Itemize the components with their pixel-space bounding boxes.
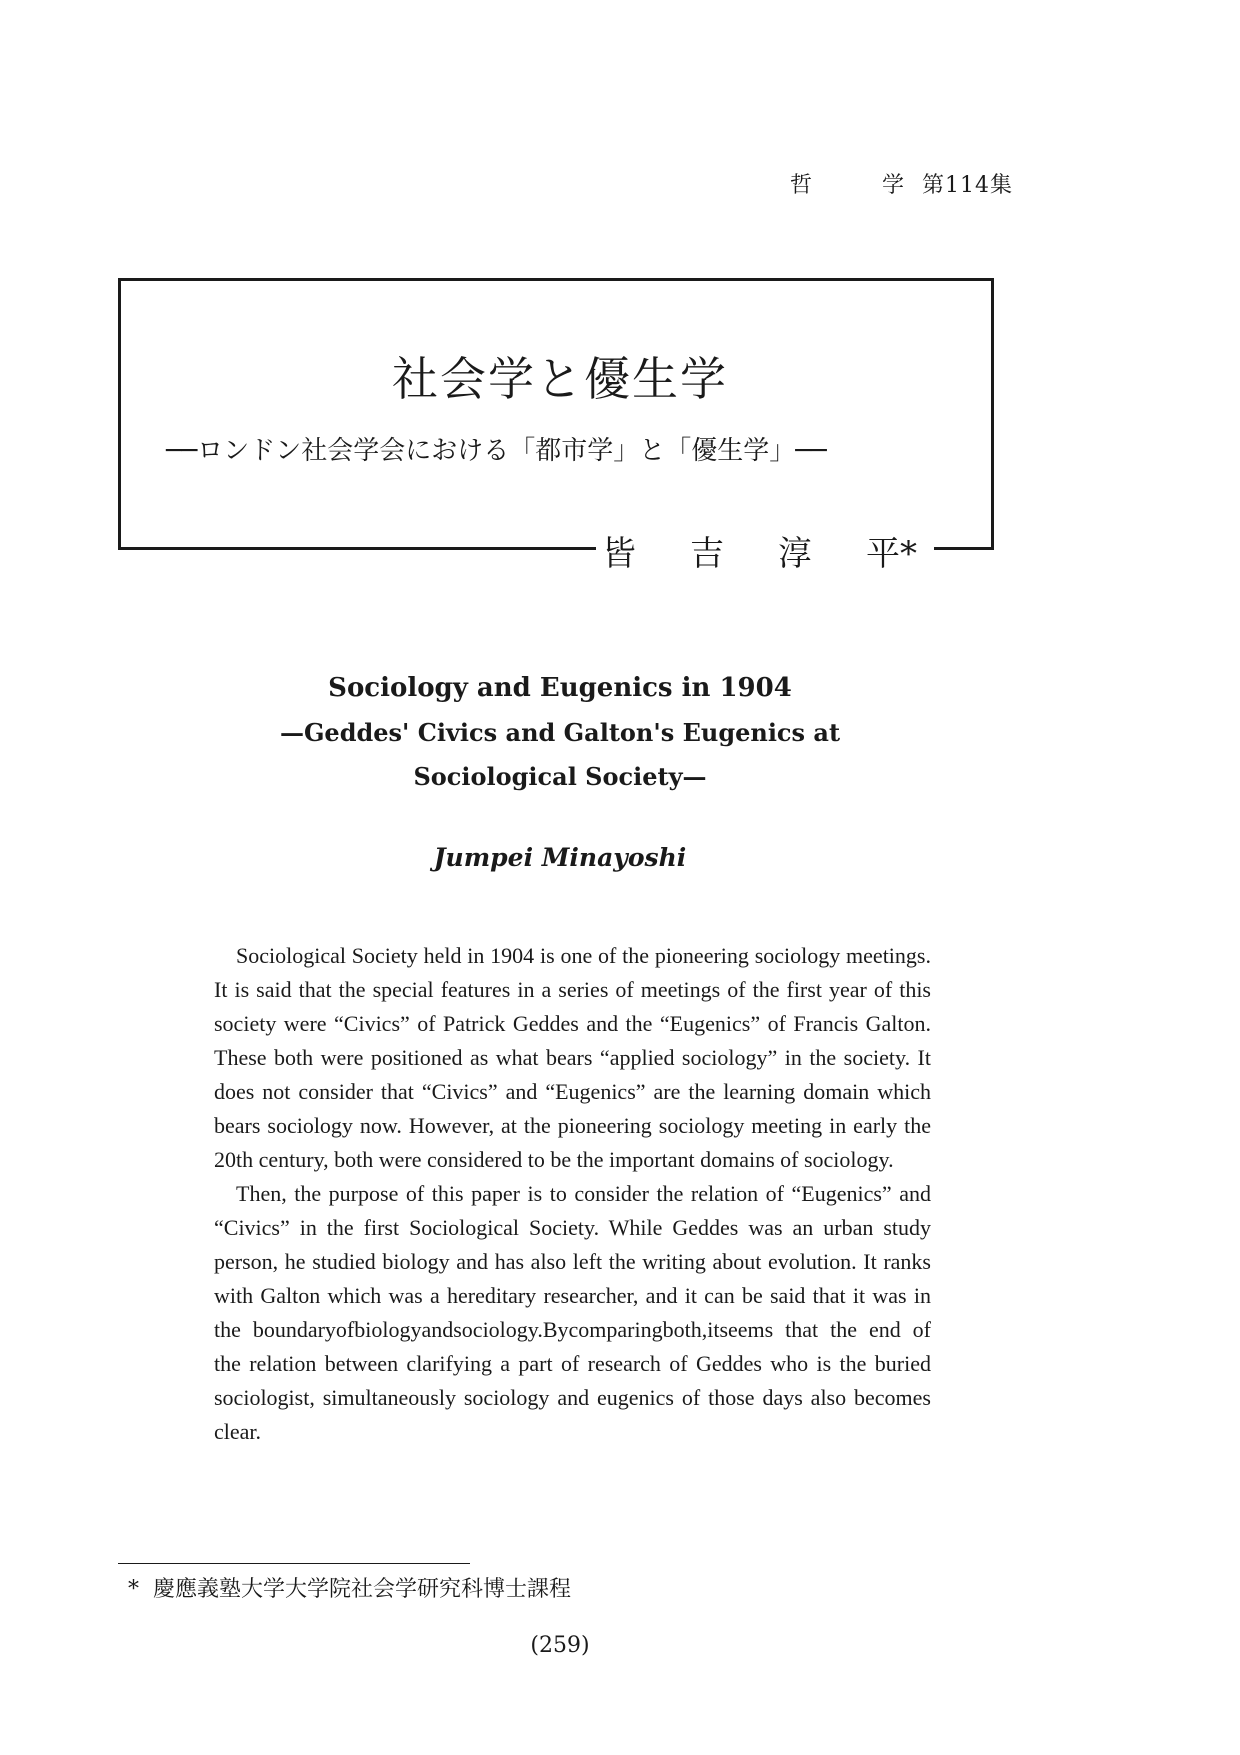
author-char-4: 平 [866,534,900,574]
journal-header [790,168,1060,199]
footnote-text: 慶應義塾大学大学院社会学研究科博士課程 [153,1577,572,1602]
abstract-paragraph-2: Then, the purpose of this paper is to consider the relation of “Eugenics” and “Civics” in the first Sociological Society. While Geddes was an urban study person, he studied biology and has also left the writing about evolution. It ranks with Galton which was a hereditary researcher, and it can be said that it was in the boundaryofbiologyandsociology.Bycomparingboth,itseems that the end of the relation between clarifying a part of research of Geddes who is the buried sociologist, simultaneously sociology and eugenics of those days also becomes clear. [214,1181,931,1444]
page-number: (259) [530,1633,590,1658]
abstract-paragraph-1: Sociological Society held in 1904 is one of the pioneering sociology meetings. It is said that the special features in a series of meetings of the first year of this society were “Civics” of Patrick Geddes and the “Eugenics” of Francis Galton. These both were positioned as what bears “applied sociology” in the society. It does not consider that “Civics” and “Eugenics” are the learning domain which bears sociology now. However, at the pioneering sociology meeting in early the 20th century, both were considered to be the important domains of sociology. [214,943,931,1172]
author-char-3: 淳 [778,534,812,574]
english-title: Sociology and Eugenics in 1904 [328,673,792,703]
author-rule-left [118,547,596,550]
journal-volume: 第114集 [922,173,1013,198]
title-frame [118,278,994,549]
author-rule-right [934,547,994,550]
footnote [128,1572,571,1603]
journal-name-part1: 哲 [790,173,814,198]
english-subtitle-line2: Sociological Society— [413,762,707,791]
english-subtitle-line1: —Geddes' Civics and Galton's Eugenics at [279,718,841,747]
japanese-title: 社会学と優生学 [392,352,728,406]
abstract [214,939,931,1449]
japanese-subtitle: ──ロンドン社会学会における「都市学」と「優生学」── [166,436,827,466]
english-author: Jumpei Minayoshi [433,843,687,872]
footnote-divider [118,1563,470,1564]
author-char-1: 皆 [602,534,636,574]
author-char-2: 吉 [690,534,724,574]
journal-name-part2: 学 [882,173,906,198]
japanese-author [602,526,917,575]
author-footnote-mark: * [900,534,917,574]
footnote-mark: * [128,1577,139,1602]
